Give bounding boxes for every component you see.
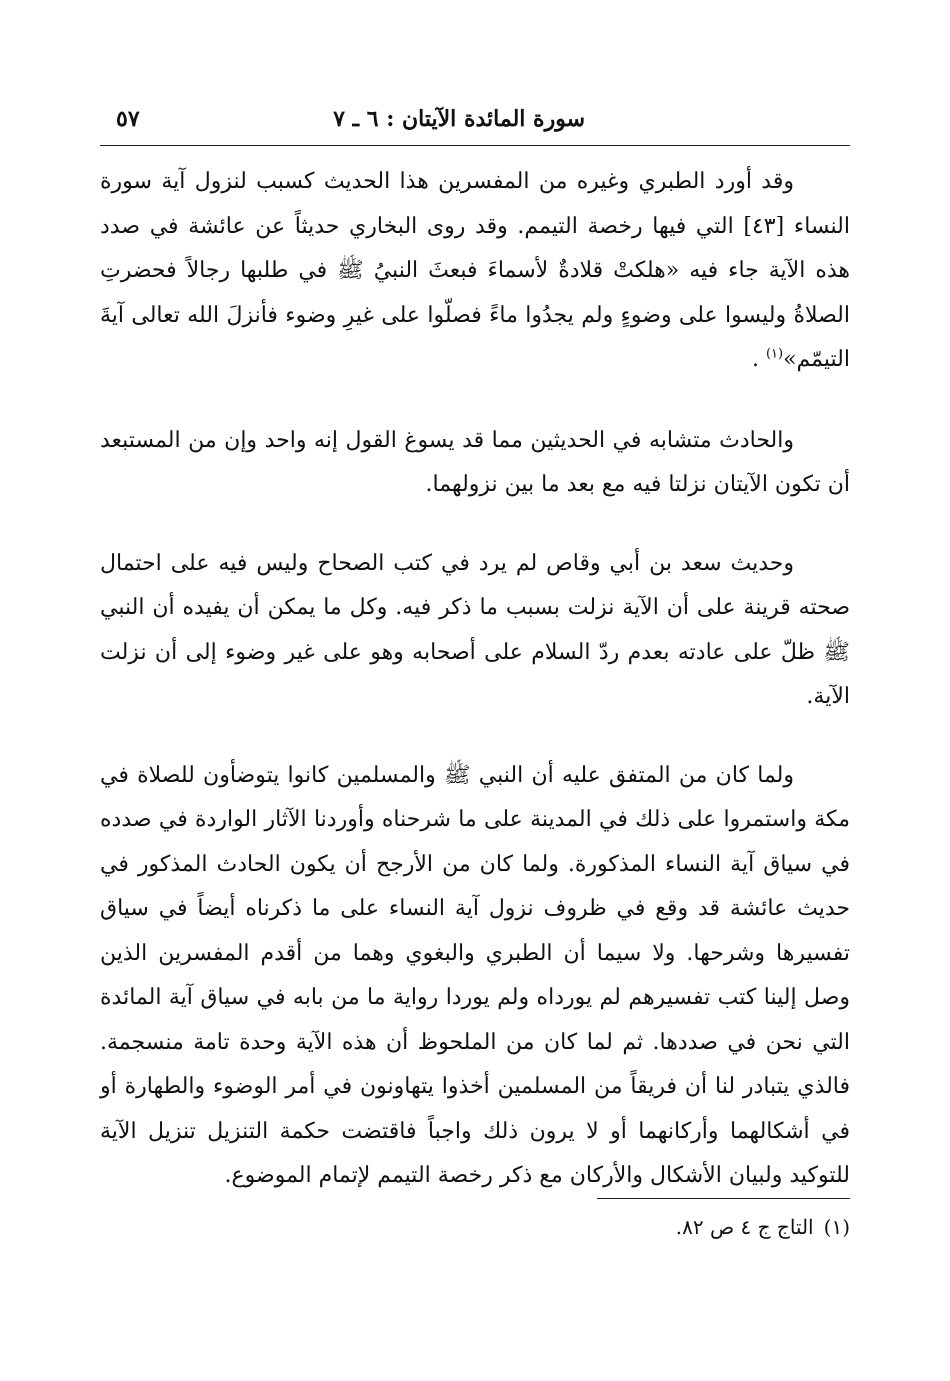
paragraph-1-text: وقد أورد الطبري وغيره من المفسرين هذا الحديث كسبب لنزول آية سورة النساء [٤٣] التي فيها رخصة التيمم. وقد روى البخاري حديثاً عن عائشة في صدد هذه الآية جاء فيه «هلكتْ قلادةٌ لأسماءَ فبعثَ النبيُ ﷺ في طلبها رجالاً فحضرتِ الصلاةُ وليسوا على وضوءٍ ولم يجدُوا ماءً فصلّوا على غيرِ وضوء فأنزلَ الله تعالى آيةَ التيمّم» — [100, 169, 850, 372]
paragraph-1-trailing: . — [751, 347, 766, 372]
paragraph-3 — [100, 542, 850, 720]
footnote-marker: (١) — [823, 1215, 850, 1239]
footnote-reference: (١) — [765, 346, 784, 362]
paragraph-3-text: وحديث سعد بن أبي وقاص لم يرد في كتب الصحاح وليس فيه على احتمال صحته قرينة على أن الآية نزلت بسبب ما ذكر فيه. وكل ما يمكن أن يفيده أن النبي ﷺ ظلّ على عادته بعدم ردّ السلام على أصحابه وهو على غير وضوء إلى أن نزلت الآية. — [100, 550, 851, 709]
body-text — [100, 160, 850, 1233]
footnote — [100, 1212, 850, 1242]
page-header — [100, 100, 850, 144]
running-title: سورة المائدة الآيتان : ٦ ـ ٧ — [333, 106, 585, 132]
footnote-rule — [597, 1198, 850, 1199]
paragraph-4-text: ولما كان من المتفق عليه أن النبي ﷺ والمسلمين كانوا يتوضأون للصلاة في مكة واستمروا على ذلك في المدينة على ما شرحناه وأوردنا الآثار الواردة في صدده في سياق آية النساء المذكورة. ولما كان من الأرجح أن يكون الحادث المذكور في حديث عائشة قد وقع في ظروف نزول آية النساء على ما ذكرناه أيضاً في سياق تفسيرها وشرحها. ولا سيما أن الطبري والبغوي وهما من أقدم المفسرين الذين وصل إلينا كتب تفسيرهم لم يورداه ولم يوردا رواية ما من بابه في سياق آية المائدة التي نحن في صددها. ثم لما كان من الملحوظ أن هذه الآية وحدة تامة منسجمة. فالذي يتبادر لنا أن فريقاً من المسلمين أخذوا يتهاونون في أمر الوضوء والطهارة أو في أشكالهما وأركانهما أو لا يرون ذلك واجباً فاقتضت حكمة التنزيل تنزيل الآية للتوكيد ولبيان الأشكال والأركان مع ذكر رخصة التيمم لإتمام الموضوع. — [100, 762, 850, 1188]
footnote-text: التاج ج ٤ ص ٨٢. — [675, 1215, 814, 1239]
paragraph-1 — [100, 160, 850, 383]
page-number: ٥٧ — [116, 106, 140, 132]
paragraph-4 — [100, 754, 850, 1199]
paragraph-2-text: والحادث متشابه في الحديثين مما قد يسوغ القول إنه واحد وإن من المستبعد أن تكون الآيتان نزلتا فيه مع بعد ما بين نزولهما. — [100, 427, 850, 497]
header-rule — [100, 145, 850, 146]
paragraph-2 — [100, 419, 850, 508]
